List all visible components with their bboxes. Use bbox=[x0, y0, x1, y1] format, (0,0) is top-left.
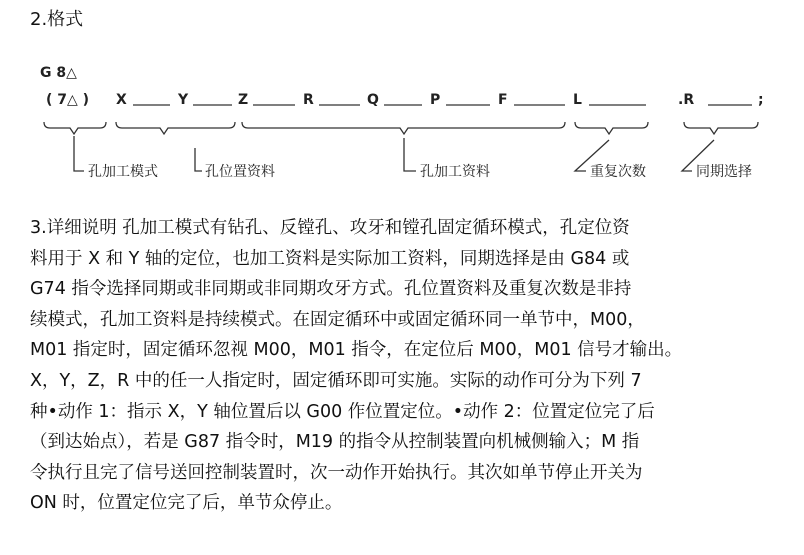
leader-mode bbox=[74, 136, 84, 171]
leader-position bbox=[195, 148, 202, 171]
label-hole-machining-mode: 孔加工模式 bbox=[88, 164, 158, 180]
label-hole-position-data: 孔位置资料 bbox=[205, 164, 275, 180]
field-sync-r-letter: .R bbox=[678, 92, 695, 108]
label-hole-machining-data: 孔加工资料 bbox=[420, 164, 490, 180]
paragraph-line: （到达始点），若是 G87 指令时，M19 的指令从控制装置向机械侧输入；M 指 bbox=[30, 432, 640, 453]
field-z-letter: Z bbox=[238, 92, 249, 108]
paragraph-line: M01 指定时，固定循环忽视 M00，M01 指令，在定位后 M00，M01 信号才输出。 bbox=[30, 340, 683, 361]
field-q-letter: Q bbox=[367, 92, 379, 108]
paragraph-line: X，Y，Z，R 中的任一人指定时，固定循环即可实施。实际的动作可分为下列 7 bbox=[30, 370, 642, 391]
g-code-label: G 8△ bbox=[40, 65, 77, 81]
paragraph-line: 令执行且完了信号送回控制装置时，次一动作开始执行。其次如单节停止开关为 bbox=[30, 462, 643, 483]
paragraph-line: ON 时，位置定位完了后，单节众停止。 bbox=[30, 493, 343, 514]
label-repeat-count: 重复次数 bbox=[590, 164, 646, 180]
brace-repeat bbox=[575, 122, 648, 134]
section-heading: 2.格式 bbox=[30, 9, 84, 30]
brace-sync bbox=[684, 122, 758, 134]
brace-position bbox=[116, 122, 235, 134]
field-x-letter: X bbox=[116, 92, 127, 108]
mode-code-label: ( 7△ ) bbox=[46, 92, 90, 108]
field-y-letter: Y bbox=[178, 92, 189, 108]
label-sync-select: 同期选择 bbox=[696, 164, 752, 180]
paragraph-line: 3.详细说明 孔加工模式有钻孔、反镗孔、攻牙和镗孔固定循环模式，孔定位资 bbox=[30, 218, 630, 238]
field-l-letter: L bbox=[573, 92, 582, 108]
field-r-letter: R bbox=[303, 92, 314, 108]
field-f-letter: F bbox=[498, 92, 508, 108]
brace-mode bbox=[44, 122, 106, 134]
paragraph-line: 续模式，孔加工资料是持续模式。在固定循环中或固定循环同一单节中，M00， bbox=[30, 309, 645, 330]
paragraph-line: G74 指令选择同期或非同期或非同期攻牙方式。孔位置资料及重复次数是非持 bbox=[30, 279, 632, 300]
field-p-letter: P bbox=[430, 92, 441, 108]
leader-machining bbox=[404, 138, 416, 171]
paragraph-line: 料用于 X 和 Y 轴的定位，也加工资料是实际加工资料，同期选择是由 G84 或 bbox=[30, 248, 630, 269]
format-diagram bbox=[0, 0, 804, 210]
detail-paragraph bbox=[30, 213, 778, 519]
brace-machining bbox=[242, 122, 565, 134]
terminator: ; bbox=[758, 92, 764, 108]
paragraph-line: 种•动作 1：指示 X，Y 轴位置后以 G00 作位置定位。•动作 2：位置定位完了后 bbox=[30, 401, 655, 422]
